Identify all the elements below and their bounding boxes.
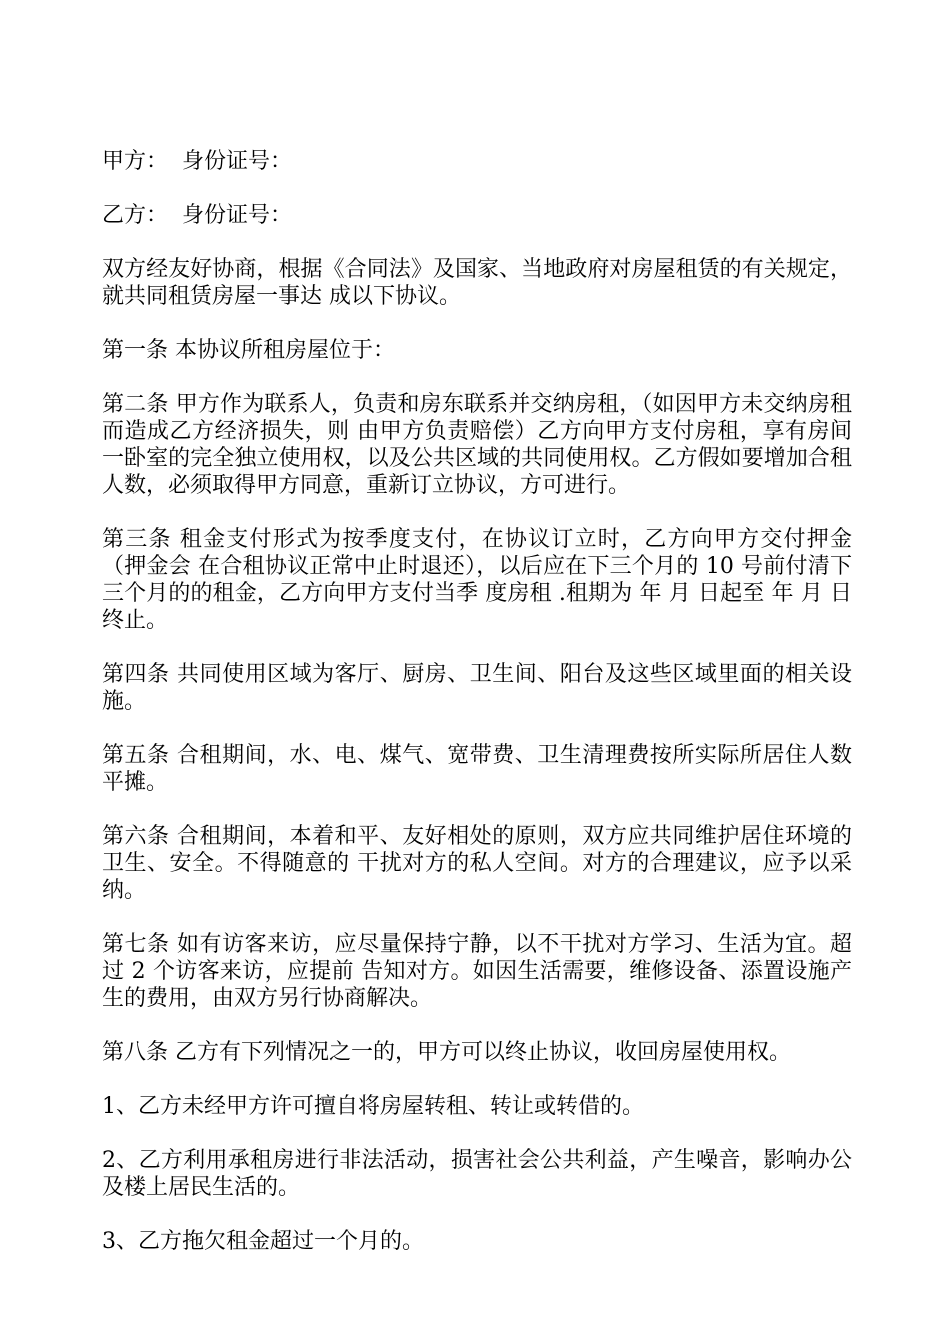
termination-item-2: 2、乙方利用承租房进行非法活动，损害社会公共利益，产生噪音，影响办公及楼上居民生活的。 xyxy=(102,1148,852,1200)
article-8: 第八条 乙方有下列情况之一的，甲方可以终止协议，收回房屋使用权。 xyxy=(102,1040,791,1065)
article-7: 第七条 如有访客来访，应尽量保持宁静，以不干扰对方学习、生活为宜。超过 2 个访客来访，应提前 告知对方。如因生活需要，维修设备、添置设施产生的费用，由双方另行协商解决。 xyxy=(102,932,852,1011)
article-1: 第一条 本协议所租房屋位于： xyxy=(102,338,395,363)
article-3: 第三条 租金支付形式为按季度支付，在协议订立时，乙方向甲方交付押金 （押金会 在合租协议正常中止时退还），以后应在下三个月的 10 号前付清下三个月的的租金，乙方向甲方支付当季 度房租 .租期为 年 月 日起至 年 月 日终止。 xyxy=(102,527,859,633)
termination-item-1: 1、乙方未经甲方许可擅自将房屋转租、转让或转借的。 xyxy=(102,1094,644,1119)
document-body xyxy=(102,148,859,1282)
article-5: 第五条 合租期间，水、电、煤气、宽带费、卫生清理费按所实际所居住人数平摊。 xyxy=(102,743,852,795)
party-a-line: 甲方： 身份证号： xyxy=(102,149,292,174)
party-b-line: 乙方： 身份证号： xyxy=(102,203,292,228)
article-2: 第二条 甲方作为联系人，负责和房东联系并交纳房租，（如因甲方未交纳房租而造成乙方经济损失，则 由甲方负责赔偿）乙方向甲方支付房租，享有房间一卧室的完全独立使用权，以及公共区域的共同使用权。乙方假如要增加合租人数，必须取得甲方同意，重新订立协议，方可进行。 xyxy=(102,392,852,498)
termination-item-3: 3、乙方拖欠租金超过一个月的。 xyxy=(102,1229,424,1254)
article-6: 第六条 合租期间，本着和平、友好相处的原则，双方应共同维护居住环境的卫生、安全。不得随意的 干扰对方的私人空间。对方的合理建议，应予以采纳。 xyxy=(102,824,852,903)
preamble-paragraph: 双方经友好协商，根据《合同法》及国家、当地政府对房屋租赁的有关规定，就共同租赁房屋一事达 成以下协议。 xyxy=(102,257,852,309)
article-4: 第四条 共同使用区域为客厅、厨房、卫生间、阳台及这些区域里面的相关设施。 xyxy=(102,662,852,714)
